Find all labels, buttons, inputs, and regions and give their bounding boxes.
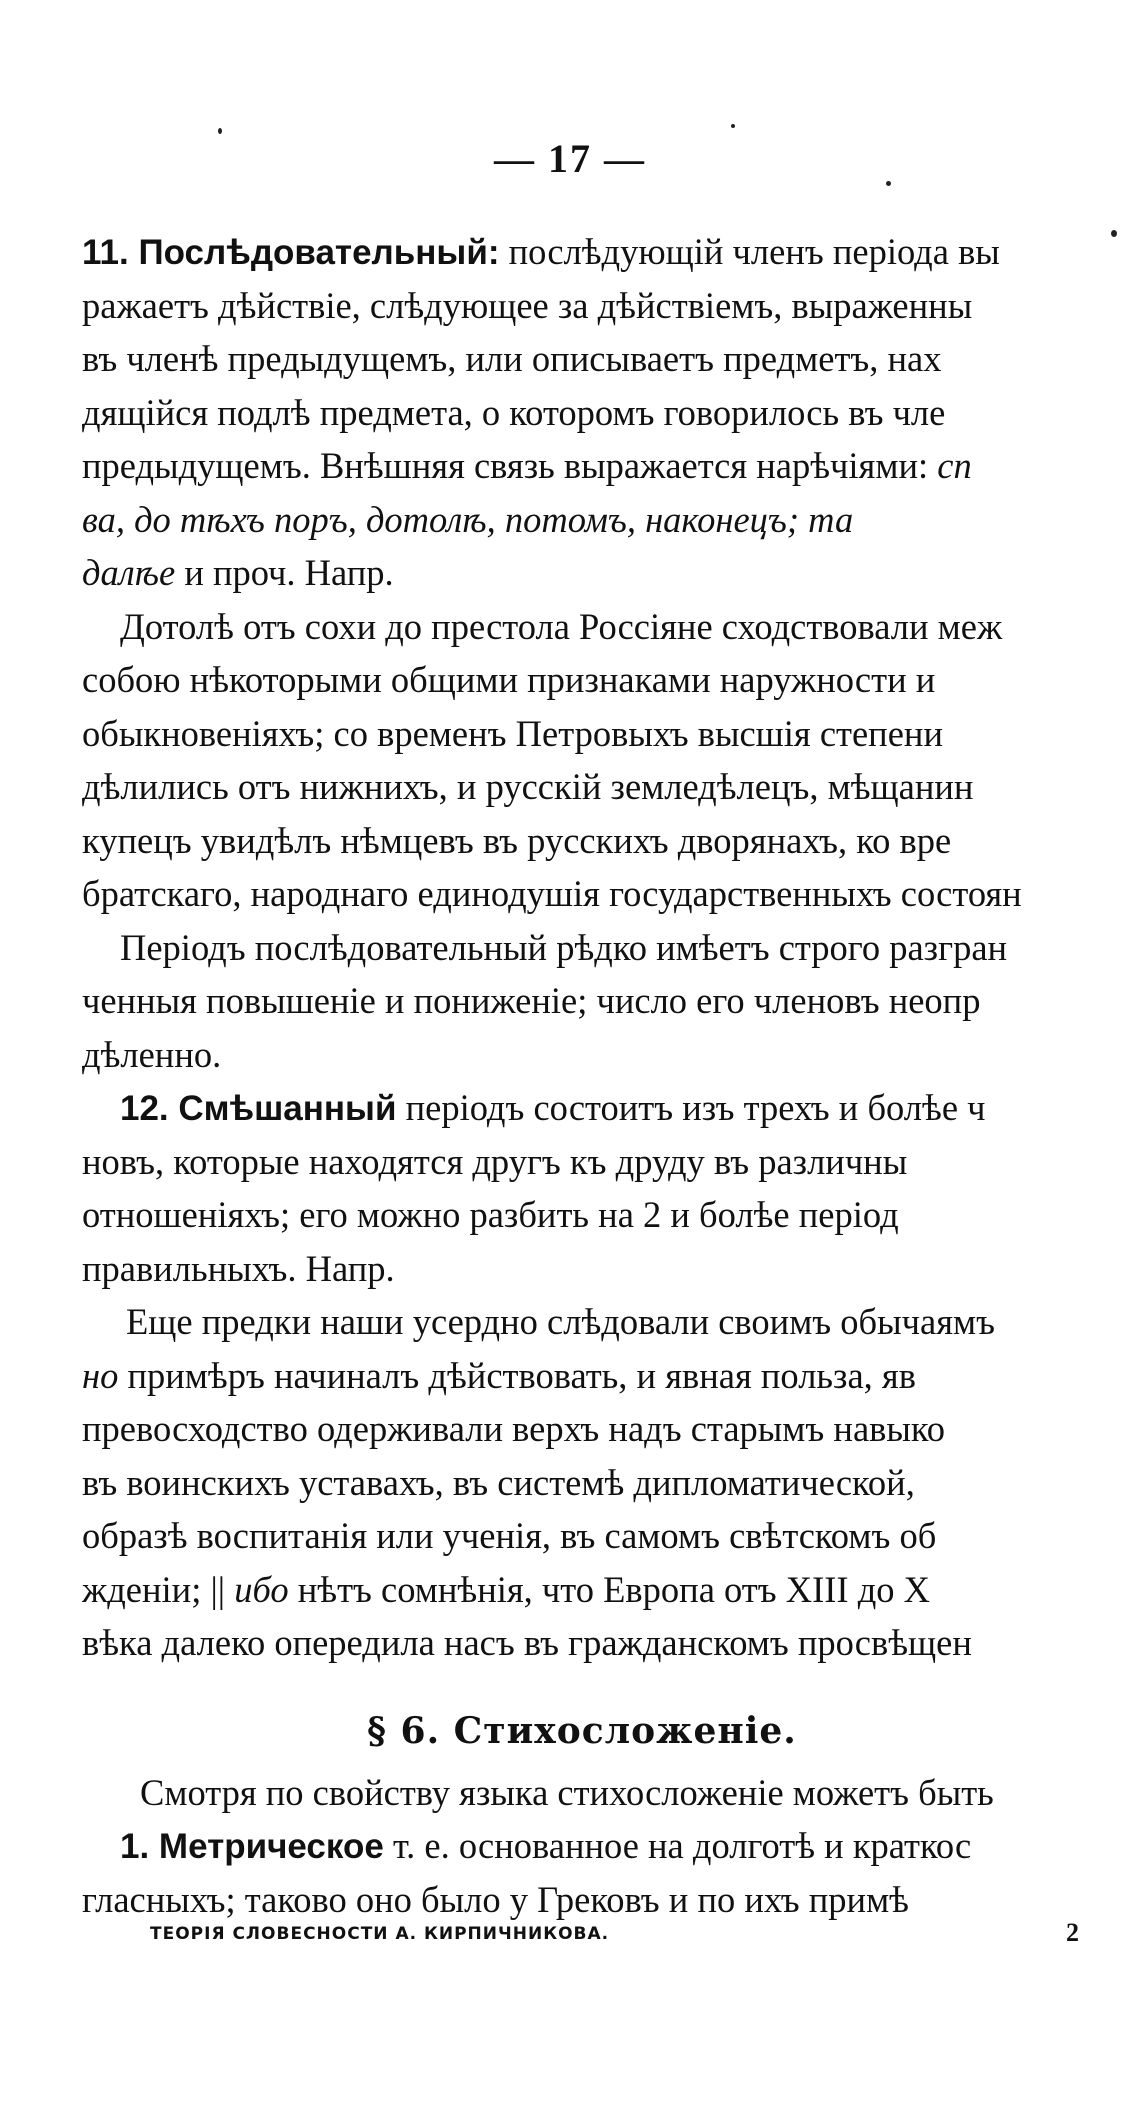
text-run: дящійся подлѣ предмета, о которомъ говорилось въ чле bbox=[82, 391, 946, 433]
text-run: нѣтъ сомнѣнія, что Европа отъ XIII до X bbox=[288, 1568, 930, 1610]
text-line bbox=[82, 1616, 1140, 1670]
text-run: Смотря по свойству языка стихосложеніе можетъ быть bbox=[140, 1771, 994, 1813]
text-line bbox=[82, 1563, 1140, 1617]
text-run: ченныя повышеніе и пониженіе; число его членовъ неопр bbox=[82, 980, 981, 1021]
text-run: послѣдующій членъ періода вы bbox=[499, 231, 1000, 272]
bold-term: 11. Послѣдовательный: bbox=[82, 233, 500, 272]
page-footer bbox=[150, 1918, 1080, 1947]
text-line bbox=[82, 1819, 1140, 1873]
text-line bbox=[82, 493, 1140, 547]
footer-title: ТЕОРІЯ СЛОВЕСНОСТИ А. КИРПИЧНИКОВА. bbox=[150, 1924, 610, 1944]
ink-speck bbox=[218, 128, 222, 134]
text-run: примѣръ начиналъ дѣйствовать, и явная польза, яв bbox=[118, 1354, 916, 1396]
text-run: отношеніяхъ; его можно разбить на 2 и болѣе період bbox=[82, 1194, 899, 1235]
text-line bbox=[82, 332, 1140, 386]
text-run: братскаго, народнаго единодушія государственныхъ состоян bbox=[82, 873, 1022, 914]
text-run: Дотолѣ отъ сохи до престола Россіяне сходствовали меж bbox=[120, 605, 1003, 647]
text-line bbox=[82, 921, 1140, 975]
italic-text: но bbox=[82, 1354, 119, 1396]
text-line bbox=[82, 1766, 1140, 1820]
text-run: правильныхъ. Напр. bbox=[82, 1247, 395, 1289]
text-run: превосходство одерживали верхъ надъ старымъ навыко bbox=[82, 1408, 946, 1449]
bold-term: 12. Смѣшанный bbox=[120, 1089, 397, 1128]
ink-speck bbox=[731, 124, 735, 128]
page-body bbox=[82, 225, 1140, 1926]
text-line bbox=[82, 653, 1140, 707]
bold-term: 1. Метрическое bbox=[120, 1827, 384, 1866]
text-line bbox=[82, 279, 1140, 333]
text-line bbox=[82, 1873, 1140, 1927]
italic-text: ва, до тѣхъ поръ, дотолѣ, потомъ, наконецъ; та bbox=[82, 498, 854, 540]
text-run: періодъ состоитъ изъ трехъ и болѣе ч bbox=[396, 1087, 986, 1128]
text-run: въ воинскихъ уставахъ, въ системѣ дипломатической, bbox=[82, 1461, 915, 1503]
text-run: вѣка далеко опередила насъ въ гражданскомъ просвѣщен bbox=[82, 1622, 972, 1663]
text-run: образѣ воспитанія или ученія, въ самомъ свѣтскомъ об bbox=[82, 1515, 937, 1556]
text-line bbox=[82, 1456, 1140, 1510]
text-run: Еще предки наши усердно слѣдовали своимъ обычаямъ bbox=[126, 1301, 995, 1342]
text-run: дѣленно. bbox=[82, 1033, 222, 1075]
text-line bbox=[82, 760, 1140, 814]
section-title: § 6. Стихосложеніе. bbox=[367, 1709, 797, 1752]
text-run: собою нѣкоторыми общими признаками наружности и bbox=[82, 659, 936, 700]
text-run: и проч. Напр. bbox=[175, 552, 394, 593]
italic-text: ибо bbox=[234, 1568, 289, 1610]
text-line bbox=[82, 1188, 1140, 1242]
text-line bbox=[82, 1081, 1140, 1135]
text-line bbox=[82, 1402, 1140, 1456]
text-run: дѣлились отъ нижнихъ, и русскій земледѣлецъ, мѣщанин bbox=[82, 766, 974, 807]
text-line bbox=[82, 814, 1140, 868]
text-line bbox=[82, 546, 1140, 600]
text-run: Періодъ послѣдовательный рѣдко имѣетъ строго разгран bbox=[120, 926, 1008, 968]
text-line bbox=[82, 1295, 1140, 1349]
text-line bbox=[82, 1349, 1140, 1403]
text-run: обыкновеніяхъ; со временъ Петровыхъ высшія степени bbox=[82, 712, 943, 754]
italic-text: сп bbox=[937, 445, 972, 486]
text-run: жденіи; || bbox=[82, 1568, 235, 1610]
spacer bbox=[82, 1670, 1140, 1696]
text-line bbox=[82, 867, 1140, 921]
text-line bbox=[82, 600, 1140, 654]
text-run: купецъ увидѣлъ нѣмцевъ въ русскихъ дворянахъ, ко вре bbox=[82, 819, 952, 861]
text-line bbox=[82, 225, 1140, 279]
text-line bbox=[82, 974, 1140, 1028]
text-run: новъ, которые находятся другъ къ друду въ различны bbox=[82, 1140, 908, 1182]
text-run: т. е. основанное на долготѣ и краткос bbox=[383, 1825, 972, 1866]
page-number: — 17 — bbox=[494, 136, 646, 181]
text-line bbox=[82, 386, 1140, 440]
text-line bbox=[82, 439, 1140, 493]
italic-text: далѣе bbox=[82, 552, 176, 593]
text-run: гласныхъ; таково оно было у Грековъ и по ихъ примѣ bbox=[82, 1878, 909, 1920]
text-line bbox=[82, 707, 1140, 761]
signature-number: 2 bbox=[1066, 1918, 1080, 1947]
text-run: въ членѣ предыдущемъ, или описываетъ предметъ, нах bbox=[82, 338, 942, 379]
text-run: ражаетъ дѣйствіе, слѣдующее за дѣйствіемъ, выраженны bbox=[82, 284, 973, 326]
text-line bbox=[82, 1509, 1140, 1563]
text-run: предыдущемъ. Внѣшняя связь выражается нарѣчіями: bbox=[82, 445, 938, 486]
text-line bbox=[82, 1028, 1140, 1082]
text-line bbox=[82, 1242, 1140, 1296]
text-line bbox=[82, 1135, 1140, 1189]
